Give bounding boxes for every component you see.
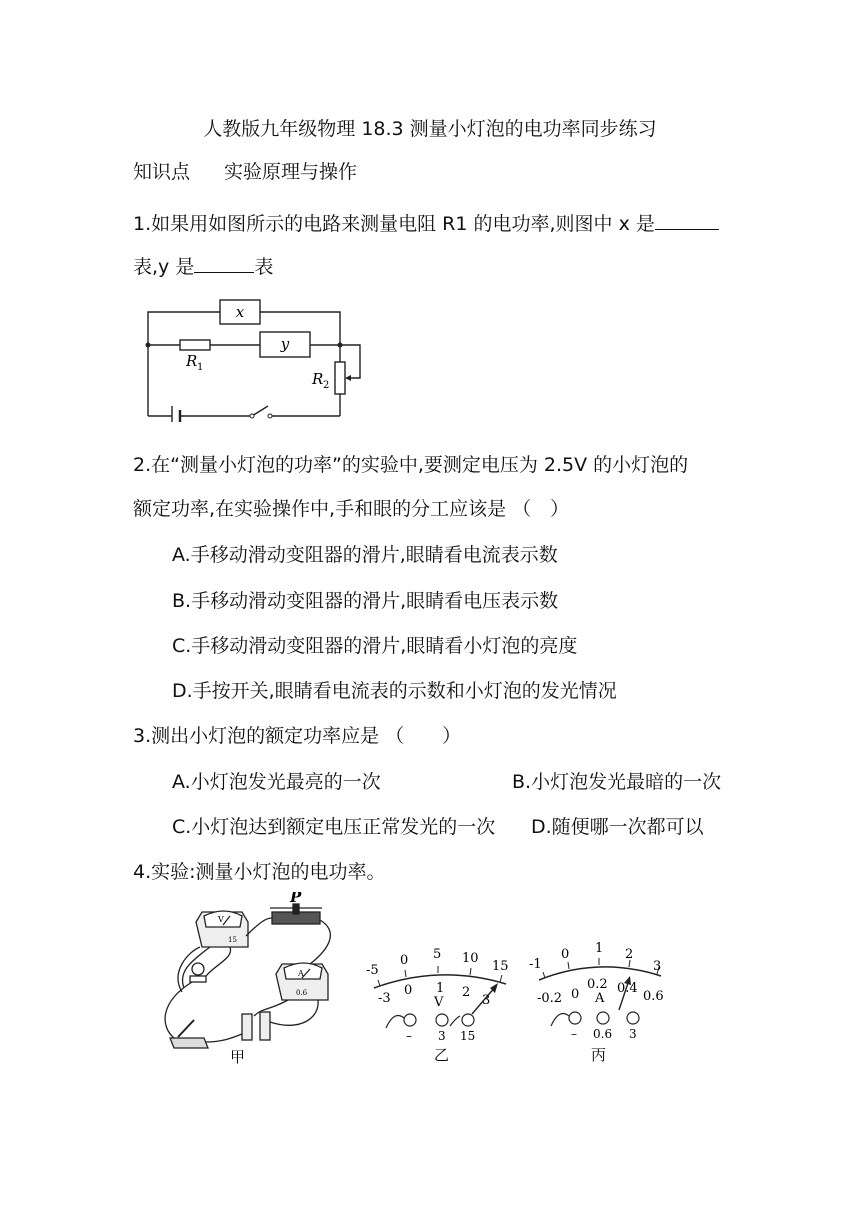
section-label: 知识点 xyxy=(133,161,191,183)
slider-p-label: P xyxy=(290,892,302,906)
ammeter-letter: A xyxy=(298,969,304,978)
voltmeter-terminal: 15 xyxy=(228,936,237,944)
bing-outer-tick-0: -1 xyxy=(529,957,542,972)
question-1-text: 1.如果用如图所示的电路来测量电阻 R1 的电功率,则图中 x 是 xyxy=(133,213,655,235)
bing-terminal-3: 3 xyxy=(629,1027,637,1041)
blank-y xyxy=(194,254,254,273)
yi-inner-tick-2: 1 xyxy=(436,981,445,996)
bing-inner-tick-2: 0.2 xyxy=(587,977,608,992)
yi-terminal-neg: – xyxy=(406,1029,412,1043)
question-3-option-b: B.小灯泡发光最暗的一次 xyxy=(512,771,722,793)
question-2-option-a: A.手移动滑动变阻器的滑片,眼睛看电流表示数 xyxy=(172,544,558,566)
yi-terminal-3: 3 xyxy=(438,1029,446,1043)
bing-outer-tick-1: 0 xyxy=(561,947,570,962)
yi-inner-tick-3: 2 xyxy=(462,985,471,1000)
yi-inner-tick-0: -3 xyxy=(378,991,391,1006)
bing-outer-tick-4: 3 xyxy=(653,959,662,974)
circuit-diagram xyxy=(140,292,370,422)
figure-yi-caption: 乙 xyxy=(434,1046,450,1064)
question-1-line-1 xyxy=(133,211,719,236)
blank-x xyxy=(655,211,719,230)
bing-terminal-0-6: 0.6 xyxy=(593,1027,613,1041)
bing-inner-tick-1: 0 xyxy=(571,987,580,1002)
r2-subscript: 2 xyxy=(323,380,330,391)
yi-inner-tick-1: 0 xyxy=(404,983,413,998)
bing-outer-tick-3: 2 xyxy=(625,947,634,962)
yi-outer-tick-0: -5 xyxy=(366,963,379,978)
section-name: 实验原理与操作 xyxy=(224,161,358,183)
r1-label: R xyxy=(186,352,198,370)
bing-inner-tick-0: -0.2 xyxy=(537,991,563,1006)
yi-outer-tick-2: 5 xyxy=(433,947,442,962)
yi-terminal-15: 15 xyxy=(460,1029,476,1043)
bing-outer-tick-2: 1 xyxy=(595,941,604,956)
question-3-option-d: D.随便哪一次都可以 xyxy=(531,816,704,838)
voltmeter-letter: V xyxy=(218,915,224,924)
r2-label: R xyxy=(312,370,324,388)
ammeter-terminal: 0.6 xyxy=(296,989,308,997)
bing-inner-tick-4: 0.6 xyxy=(643,989,664,1004)
question-2-option-c: C.手移动滑动变阻器的滑片,眼睛看小灯泡的亮度 xyxy=(172,635,578,657)
figure-jia-circuit xyxy=(150,892,350,1070)
question-2-line-2: 额定功率,在实验操作中,手和眼的分工应该是 （ ） xyxy=(133,498,570,520)
question-3-option-a: A.小灯泡发光最亮的一次 xyxy=(172,771,381,793)
bing-terminal-neg: – xyxy=(571,1027,577,1041)
question-1-text-2: 表,y 是 xyxy=(133,256,195,278)
figure-bing-ammeter xyxy=(525,936,675,1064)
yi-meter-letter: V xyxy=(434,995,444,1010)
bing-meter-letter: A xyxy=(595,991,605,1006)
question-2-line-1: 2.在“测量小灯泡的功率”的实验中,要测定电压为 2.5V 的小灯泡的 xyxy=(133,454,689,476)
yi-outer-tick-1: 0 xyxy=(400,953,409,968)
box-y-label: y xyxy=(280,335,290,353)
yi-inner-tick-4: 3 xyxy=(482,993,491,1008)
figure-yi-voltmeter xyxy=(360,944,520,1066)
question-2-option-d: D.手按开关,眼睛看电流表的示数和小灯泡的发光情况 xyxy=(172,680,617,702)
question-3-stem: 3.测出小灯泡的额定功率应是 （ ） xyxy=(133,725,462,747)
question-2-option-b: B.手移动滑动变阻器的滑片,眼睛看电压表示数 xyxy=(172,590,559,612)
figure-jia-caption: 甲 xyxy=(230,1048,246,1066)
box-x-label: x xyxy=(235,303,245,321)
question-1-line-2 xyxy=(133,254,273,279)
yi-outer-tick-3: 10 xyxy=(462,951,479,966)
section-heading xyxy=(133,160,357,184)
yi-outer-tick-4: 15 xyxy=(492,959,509,974)
question-4-stem: 4.实验:测量小灯泡的电功率。 xyxy=(133,861,386,883)
bing-inner-tick-3: 0.4 xyxy=(617,981,638,996)
question-3-option-c: C.小灯泡达到额定电压正常发光的一次 xyxy=(172,816,496,838)
figure-bing-caption: 丙 xyxy=(591,1046,607,1064)
question-1-text-3: 表 xyxy=(254,256,274,278)
document-title: 人教版九年级物理 18.3 测量小灯泡的电功率同步练习 xyxy=(203,118,657,140)
r1-subscript: 1 xyxy=(197,362,204,373)
